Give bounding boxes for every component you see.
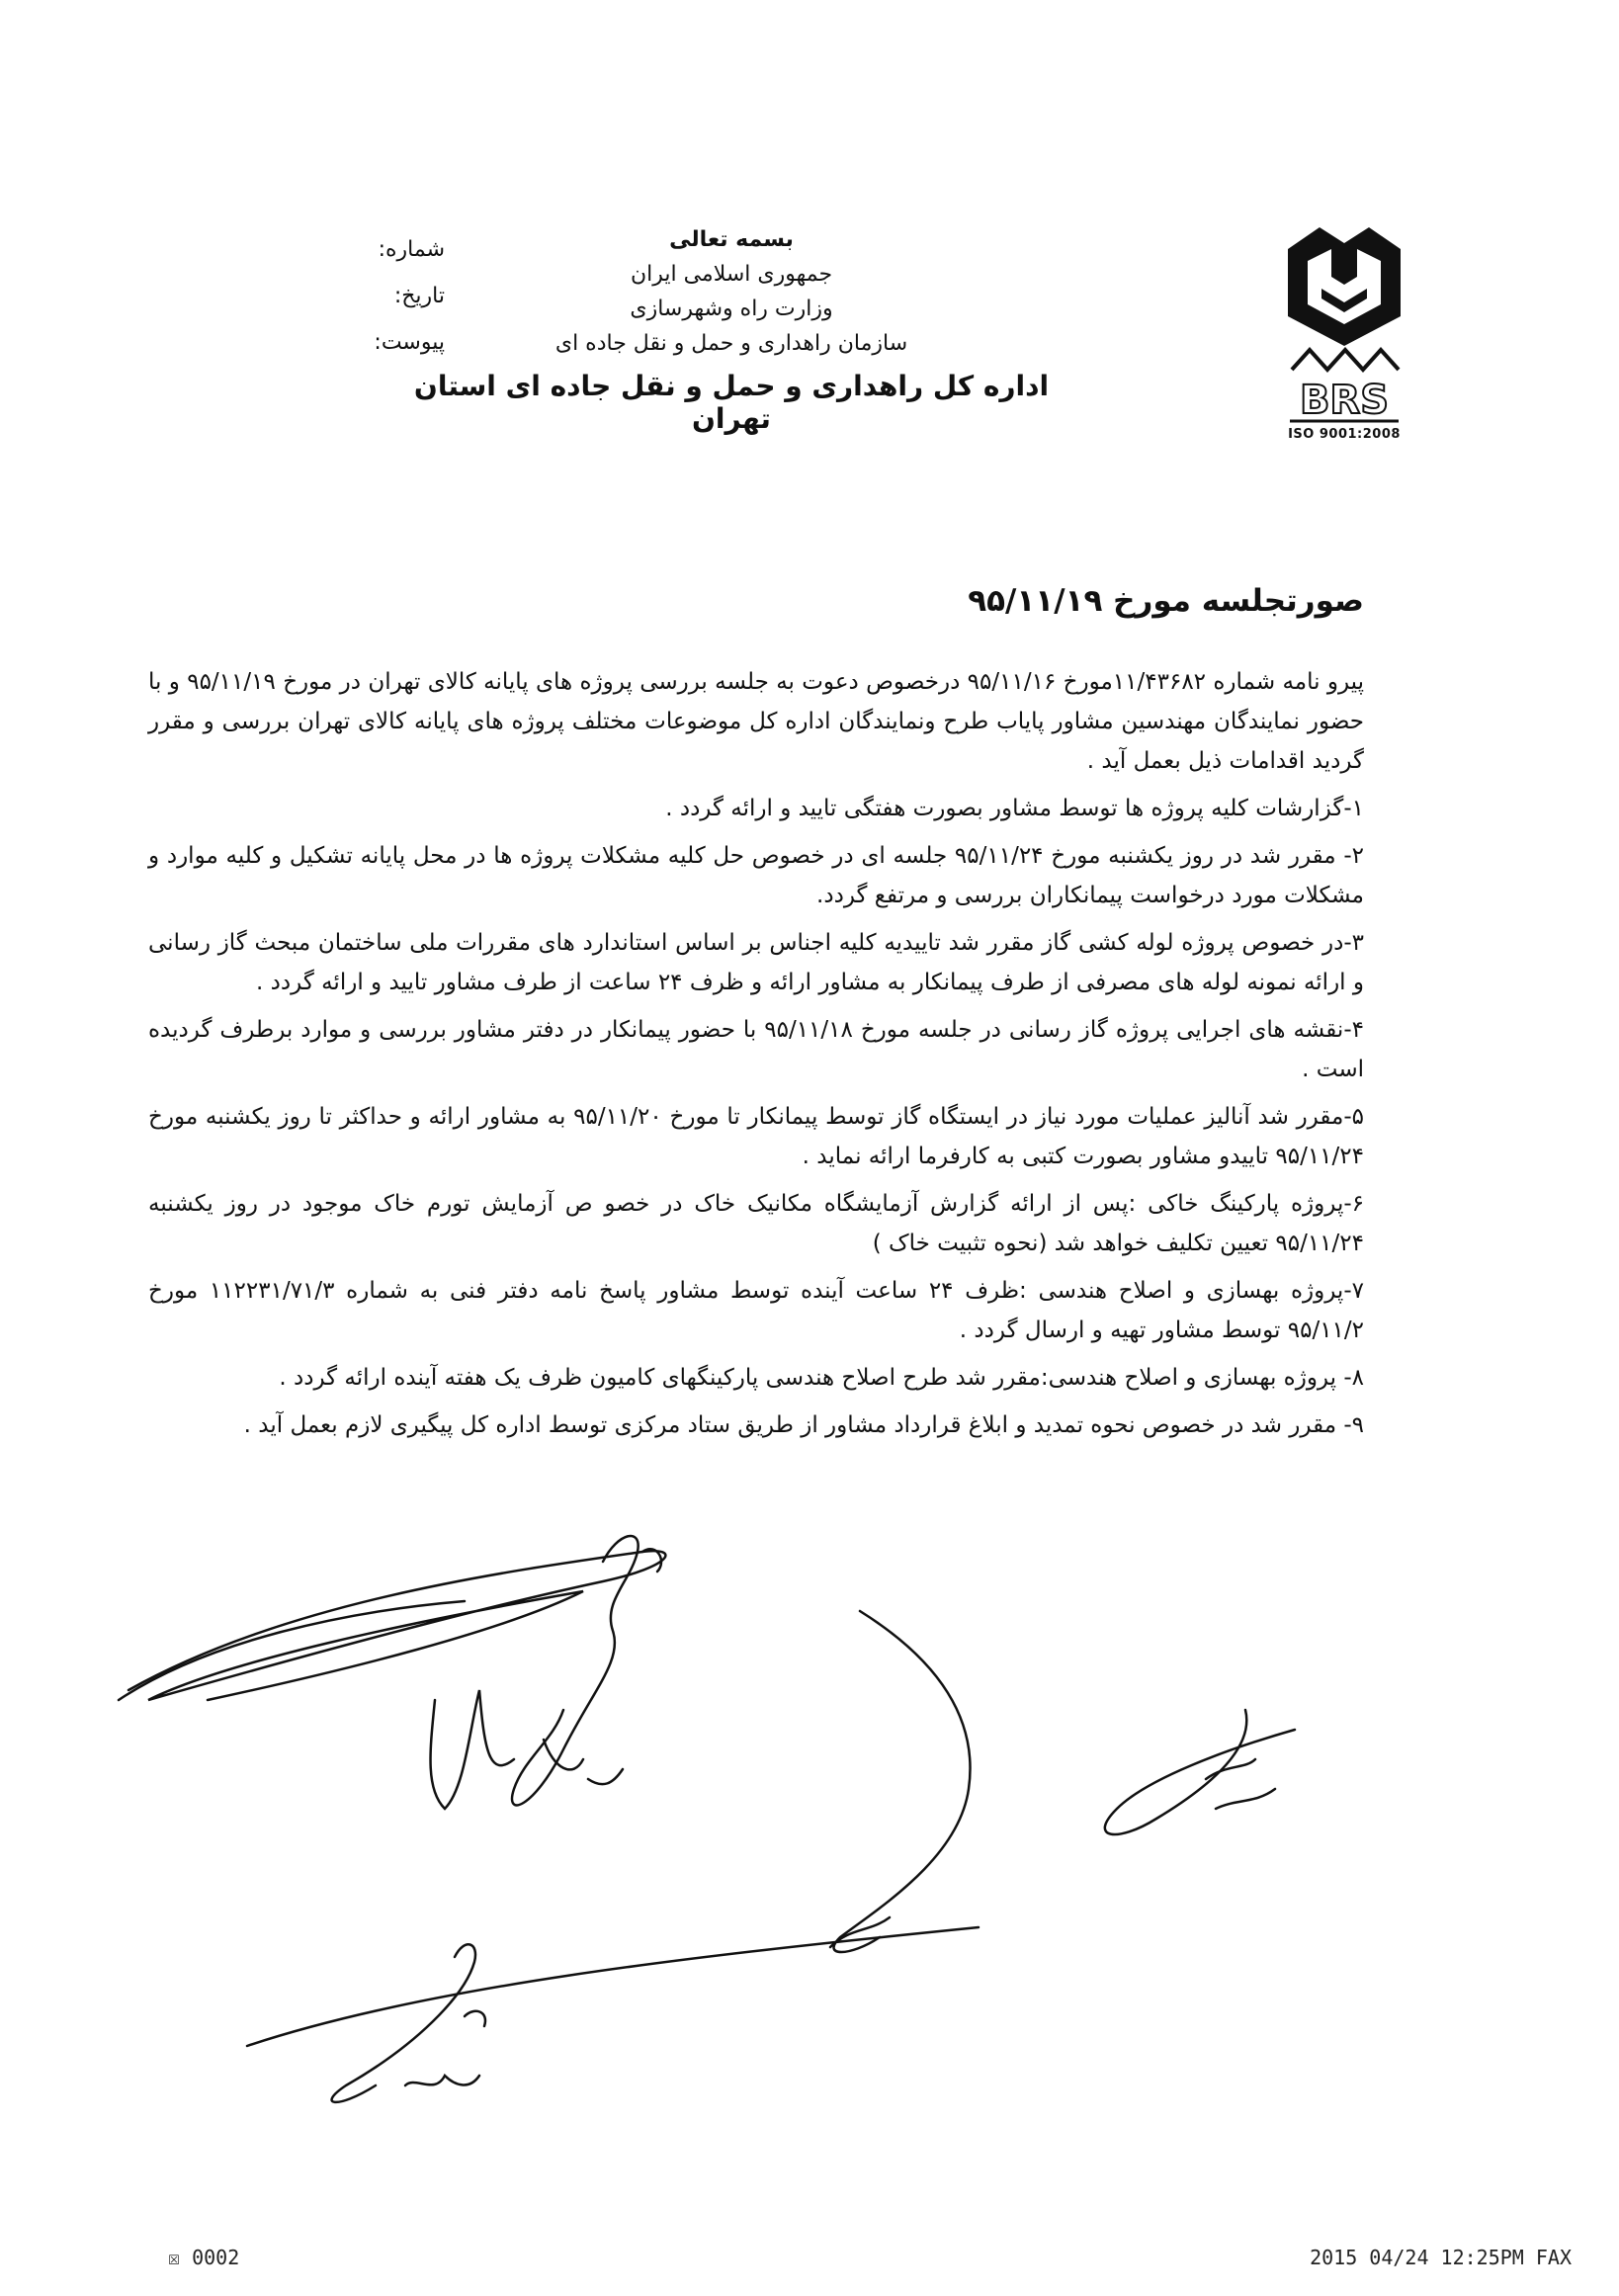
signature-3: [830, 1611, 971, 1952]
list-item: ۵-مقرر شد آنالیز عملیات مورد نیاز در ایستگاه گاز توسط پیمانکار تا مورخ ۹۵/۱۱/۲۰ به مشاور ارائه و حداکثر تا روز یکشنبه مورخ ۹۵/۱۱/۲۴ تاییدو مشاور بصورت کتبی به کارفرما ارائه نماید .: [148, 1104, 1364, 1169]
list-item: ۱-گزارشات کلیه پروژه ها توسط مشاور بصورت هفتگی تایید و ارائه گردد .: [665, 796, 1364, 821]
fax-footer: [168, 2246, 1572, 2277]
republic-name: جمهوری اسلامی ایران: [630, 262, 833, 287]
invocation: بسمه تعالی: [669, 227, 794, 252]
page-code: ☒ 0002: [168, 2246, 240, 2269]
list-item: ۳-در خصوص پروژه لوله کشی گاز مقرر شد تاییدیه کلیه اجناس بر اساس استاندارد های مقررات ملی ساختمان مبحث گاز رسانی و ارائه نمونه لوله های مصرفی از طرف پیمانکار به مشاور ارائه و ظرف ۲۴ ساعت از طرف مشاور تایید و ارائه گردد .: [148, 930, 1364, 995]
intro-paragraph: پیرو نامه شماره ۱۱/۴۳۶۸۲مورخ ۹۵/۱۱/۱۶ درخصوص دعوت به جلسه بررسی پروژه های پایانه کالای تهران در مورخ ۹۵/۱۱/۱۹ و با حضور نمایندگان مهندسین مشاور پایاب طرح ونمایندگان اداره کل موضوعات مختلف پروژه های پایانه کالای تهران بررسی و مقرر گردید اقدامات ذیل بعمل آید .: [148, 669, 1364, 774]
list-item: ۴-نقشه های اجرایی پروژه گاز رسانی در جلسه مورخ ۹۵/۱۱/۱۸ با حضور پیمانکار در دفتر مشاور بررسی و موارد برطرف گردیده است .: [148, 1017, 1364, 1082]
signature-1: [119, 1551, 665, 1700]
minutes-body: [148, 662, 1364, 1453]
signature-5: [247, 1927, 979, 2102]
ministry-name: وزارت راه وشهرسازی: [630, 297, 833, 321]
logo-text: BRS: [1299, 378, 1390, 423]
letterhead: [376, 227, 1087, 435]
organization-name: سازمان راهداری و حمل و نقل جاده ای: [554, 331, 908, 356]
signature-4: [1105, 1710, 1295, 1834]
letter-meta-fields: [247, 237, 445, 377]
department-name: اداره کل راهداری و حمل و نقل جاده ای استان تهران: [413, 370, 1050, 435]
organization-logo: [1280, 219, 1408, 447]
list-item: ۷-پروژه بهسازی و اصلاح هندسی :ظرف ۲۴ ساعت آینده توسط مشاور پاسخ نامه دفتر فنی به شماره ۱۱۲۲۳۱/۷۱/۳ مورخ ۹۵/۱۱/۲ توسط مشاور تهیه و ارسال گردد .: [148, 1278, 1364, 1343]
fax-stamp: 2015 04/24 12:25PM FAX: [1310, 2246, 1572, 2269]
signature-2: [431, 1536, 661, 1809]
signatures-area: [89, 1492, 1374, 2135]
list-item: ۸- پروژه بهسازی و اصلاح هندسی:مقرر شد طرح اصلاح هندسی پارکینگهای کامیون ظرف یک هفته آینده ارائه گردد .: [279, 1365, 1364, 1391]
document-title: صورتجلسه مورخ ۹۵/۱۱/۱۹: [968, 583, 1364, 619]
list-item: ۲- مقرر شد در روز یکشنبه مورخ ۹۵/۱۱/۲۴ جلسه ای در خصوص حل کلیه مشکلات پروژه ها در محل پایانه تشکیل و کلیه موارد و مشکلات مورد درخواست پیمانکاران بررسی و مرتفع گردد.: [148, 843, 1365, 908]
list-item: ۹- مقرر شد در خصوص نحوه تمدید و ابلاغ قرارداد مشاور از طریق ستاد مرکزی توسط اداره کل پیگیری لازم بعمل آید .: [243, 1412, 1364, 1438]
attachment-label: پیوست:: [374, 330, 445, 355]
list-item: ۶-پروژه پارکینگ خاکی :پس از ارائه گزارش آزمایشگاه مکانیک خاک در خصو ص آزمایش تورم خاک موجود در روز یکشنبه ۹۵/۱۱/۲۴ تعیین تکلیف خواهد شد (نحوه تثبیت خاک ): [148, 1191, 1364, 1256]
date-label: تاریخ:: [393, 284, 445, 308]
number-label: شماره:: [378, 237, 445, 262]
iso-certification: ISO 9001:2008: [1288, 427, 1401, 442]
